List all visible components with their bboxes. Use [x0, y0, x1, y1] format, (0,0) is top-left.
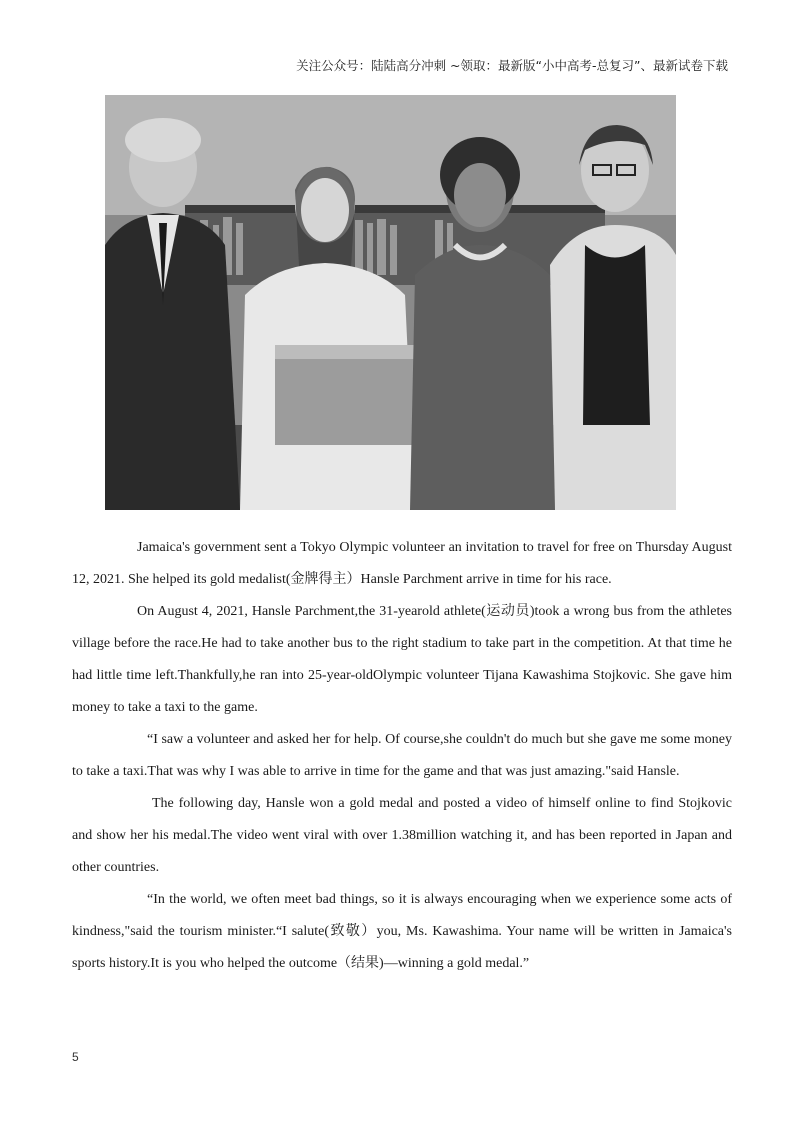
paragraph-2: On August 4, 2021, Hansle Parchment,the 31-yearold athlete(运动员)took a wrong bus from the athletes village before the race.He had to take another bus to the right stadium to take part in the competition. At that time he had little time left.Thankfully,he ran into 25-year-oldOlympic volunteer Tijana Kawashima Stojkovic. She gave him money to take a taxi to the game.	[72, 604, 732, 715]
article-photo	[105, 95, 676, 510]
page-header: 关注公众号：陆陆高分冲刺 ~领取：最新版“小中高考-总复习”、最新试卷下载	[296, 58, 728, 73]
paragraph-5: “In the world, we often meet bad things, so it is always encouraging when we experience some acts of kindness,"said the tourism minister.“I salute(致敬）you, Ms. Kawashima. Your name will be written in Jamaica's sports history.It is you who helped the outcome（结果)—winning a gold medal.”	[72, 892, 732, 971]
paragraph-3: “I saw a volunteer and asked her for help. Of course,she couldn't do much but she gave me some money to take a taxi.That was why I was able to arrive in time for the game and that was just amazing."said Hansle.	[72, 732, 732, 779]
page-number: 5	[72, 1050, 79, 1064]
paragraph-1: Jamaica's government sent a Tokyo Olympic volunteer an invitation to travel for free on Thursday August 12, 2021. She helped its gold medalist(金牌得主）Hansle Parchment arrive in time for his race.	[72, 540, 732, 587]
article-body	[72, 532, 732, 980]
paragraph-4: The following day, Hansle won a gold medal and posted a video of himself online to find Stojkovic and show her his medal.The video went viral with over 1.38million watching it, and has been reported in Japan and other countries.	[72, 796, 732, 875]
